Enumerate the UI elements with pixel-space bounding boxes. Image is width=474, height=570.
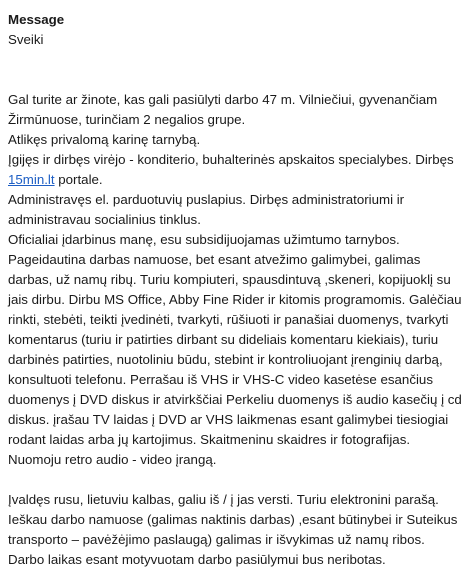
- body-line: duomenys į DVD diskus ir atvirkščiai Perkeliu duomenys iš audio kasečių į cd: [8, 392, 462, 407]
- body-line: darbas, už namų ribų. Turiu kompiuteri, spausdintuvą ,skeneri, kopijuoklį su: [8, 272, 451, 287]
- body-line: rinkti, stebėti, teikti įvedinėti, tvarkyti, rūšiuoti ir panašiai duomenys, tvarkyti: [8, 312, 449, 327]
- body-line: Ieškau darbo namuose (galimas naktinis darbas) ,esant būtinybei ir Suteikus: [8, 512, 458, 527]
- body-line: rodant laidas arba jų kartojimus. Skaitmeninu skaidres ir fotografijas.: [8, 432, 411, 447]
- body-line: konsultuoti telefonu. Perrašau iš VHS ir VHS-C video kasetėse esančius: [8, 372, 433, 387]
- body-line: Atlikęs privalomą karinę tarnybą.: [8, 132, 201, 147]
- body-line: komentarus (turiu ir patirties dirbant su dideliais komentaru kiekiais), turiu: [8, 332, 439, 347]
- body-line: darbinės patirties, nuotoliniu būdu, stebint ir kontroliuojant įrenginių darbą,: [8, 352, 443, 367]
- body-line: Žirmūnuose, turinčiam 2 negalios grupe.: [8, 112, 246, 127]
- body-line: Įgijęs ir dirbęs virėjo - konditerio, buhalterinės apskaitos specialybes. Dirbęs: [8, 152, 454, 167]
- body-line: Pageidautina darbas namuose, bet esant atvežimo galimybei, galimas: [8, 252, 421, 267]
- blank-line: [8, 470, 466, 490]
- blank-line: [8, 50, 466, 70]
- body-line: Gal turite ar žinote, kas gali pasiūlyti darbo 47 m. Vilniečiui, gyvenančiam: [8, 92, 438, 107]
- body-line-with-link: [8, 170, 466, 190]
- body-line: Oficialiai įdarbinus manę, esu subsidijuojamas užimtumo tarnybos.: [8, 232, 400, 247]
- body-line: diskus. įrašau TV laidas į DVD ar VHS laikmenas esant galimybei tiesiogiai: [8, 412, 449, 427]
- message-body: [8, 90, 466, 570]
- body-line: jais dirbu. Dirbu MS Office, Abby Fine Rider ir kitomis programomis. Galėčiau: [8, 292, 462, 307]
- greeting-text: Sveiki: [8, 32, 44, 47]
- message-heading: Message: [8, 12, 65, 27]
- body-line: administravau socialinius tinklus.: [8, 212, 201, 227]
- body-line: Darbo laikas esant motyvuotam darbo pasiūlymui bus neribotas.: [8, 552, 386, 567]
- portal-link[interactable]: 15min.lt: [8, 172, 55, 187]
- body-line: Nuomoju retro audio - video įrangą.: [8, 452, 217, 467]
- body-line: transporto – pavėžėjimo paslaugą) galimas ir išvykimas už namų ribos.: [8, 532, 425, 547]
- body-line: Administravęs el. parduotuvių puslapius. Dirbęs administratoriumi ir: [8, 192, 405, 207]
- body-line: Įvaldęs rusu, lietuviu kalbas, galiu iš / į jas versti. Turiu elektronini parašą.: [8, 492, 439, 507]
- blank-line: [8, 70, 466, 90]
- link-suffix-text: portale.: [54, 172, 103, 187]
